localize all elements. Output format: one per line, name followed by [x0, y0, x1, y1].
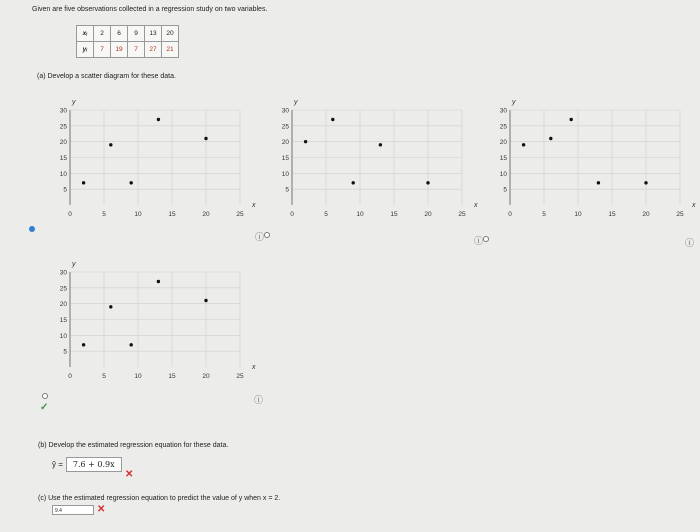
x-tick-label: 5 [102, 373, 106, 380]
table-cell: 13 [145, 26, 162, 42]
y-tick-label: 5 [503, 186, 507, 194]
x-tick-label: 10 [134, 373, 142, 380]
data-point [352, 181, 355, 184]
scatter-option-1 [40, 90, 265, 225]
equation-input[interactable]: 7.6 + 0.9x [66, 457, 122, 472]
radio-option-4[interactable] [42, 393, 48, 399]
data-point [109, 143, 112, 146]
y-tick-label: 20 [59, 139, 67, 147]
y-header: yᵢ [77, 42, 94, 58]
x-tick-label: 25 [236, 211, 244, 218]
x-axis-label: x [692, 202, 696, 209]
data-point [379, 143, 382, 146]
y-tick-label: 10 [59, 170, 67, 178]
scatter-option-2 [262, 90, 487, 225]
x-tick-label: 5 [542, 211, 546, 218]
y-tick-label: 25 [59, 285, 67, 293]
y-tick-label: 20 [281, 139, 289, 147]
y-tick-label: 10 [59, 332, 67, 340]
x-mark-icon: ✕ [97, 504, 106, 515]
y-tick-label: 10 [281, 170, 289, 178]
part-a-prompt: (a) Develop a scatter diagram for these data. [37, 73, 176, 80]
y-tick-label: 15 [499, 155, 507, 162]
y-hat-label: ŷ = [52, 460, 63, 469]
data-point [82, 343, 85, 346]
data-point [331, 118, 334, 121]
y-tick-label: 25 [281, 123, 289, 131]
info-icon[interactable]: ⓘ [685, 238, 695, 248]
x-tick-label: 0 [68, 211, 72, 218]
radio-option-2[interactable] [264, 232, 270, 238]
y-tick-label: 15 [281, 155, 289, 162]
table-cell: 27 [145, 42, 162, 58]
x-tick-label: 5 [324, 211, 328, 218]
data-point [522, 143, 525, 146]
equation-row [52, 457, 122, 472]
part-c-prompt: (c) Use the estimated regression equation to predict the value of y when x = 2. [38, 495, 281, 502]
data-table [76, 25, 179, 58]
y-tick-label: 15 [59, 155, 67, 162]
x-mark-icon: ✕ [125, 469, 134, 480]
x-tick-label: 15 [390, 211, 398, 218]
data-point [157, 118, 160, 121]
info-icon[interactable]: ⓘ [474, 236, 484, 246]
x-tick-label: 5 [102, 211, 106, 218]
x-tick-label: 0 [68, 373, 72, 380]
data-point [130, 343, 133, 346]
y-axis-label: y [512, 99, 516, 106]
data-point [204, 137, 207, 140]
data-point [157, 280, 160, 283]
y-tick-label: 25 [499, 123, 507, 131]
x-tick-label: 25 [458, 211, 466, 218]
x-axis-label: x [252, 364, 256, 371]
data-point [570, 118, 573, 121]
x-tick-label: 0 [508, 211, 512, 218]
y-tick-label: 20 [499, 139, 507, 147]
data-point [426, 181, 429, 184]
y-tick-label: 15 [59, 317, 67, 324]
table-cell: 2 [94, 26, 111, 42]
x-tick-label: 0 [290, 211, 294, 218]
data-point [644, 181, 647, 184]
table-cell: 7 [94, 42, 111, 58]
y-axis-label: y [294, 99, 298, 106]
info-icon[interactable]: ⓘ [255, 232, 265, 242]
intro-text: Given are five observations collected in a regression study on two variables. [32, 6, 268, 13]
x-tick-label: 25 [236, 373, 244, 380]
part-b-prompt: (b) Develop the estimated regression equation for these data. [38, 442, 229, 449]
radio-option-1[interactable] [29, 226, 35, 232]
y-tick-label: 30 [281, 107, 289, 115]
data-point [204, 299, 207, 302]
x-tick-label: 15 [168, 373, 176, 380]
x-tick-label: 10 [574, 211, 582, 218]
y-axis-label: y [72, 99, 76, 106]
table-cell: 20 [162, 26, 179, 42]
y-tick-label: 5 [63, 348, 67, 356]
info-icon[interactable]: ⓘ [254, 395, 264, 405]
y-tick-label: 5 [285, 186, 289, 194]
table-cell: 7 [128, 42, 145, 58]
y-tick-label: 30 [59, 107, 67, 115]
data-point [130, 181, 133, 184]
table-cell: 21 [162, 42, 179, 58]
data-point [549, 137, 552, 140]
table-cell: 6 [111, 26, 128, 42]
x-tick-label: 20 [424, 211, 432, 218]
data-point [597, 181, 600, 184]
data-point [82, 181, 85, 184]
data-point [304, 140, 307, 143]
x-tick-label: 20 [202, 211, 210, 218]
y-tick-label: 30 [59, 269, 67, 277]
scatter-option-4 [40, 252, 265, 387]
x-tick-label: 20 [202, 373, 210, 380]
y-tick-label: 30 [499, 107, 507, 115]
x-axis-label: x [474, 202, 478, 209]
y-tick-label: 10 [499, 170, 507, 178]
x-axis-label: x [252, 202, 256, 209]
x-tick-label: 15 [168, 211, 176, 218]
x-header: xᵢ [77, 26, 94, 42]
table-row [77, 26, 179, 42]
table-cell: 9 [128, 26, 145, 42]
x-tick-label: 20 [642, 211, 650, 218]
y-tick-label: 25 [59, 123, 67, 131]
table-row [77, 42, 179, 58]
table-cell: 19 [111, 42, 128, 58]
x-tick-label: 15 [608, 211, 616, 218]
x-tick-label: 10 [134, 211, 142, 218]
x-tick-label: 10 [356, 211, 364, 218]
x-tick-label: 25 [676, 211, 684, 218]
y-tick-label: 20 [59, 301, 67, 309]
data-point [109, 305, 112, 308]
y-tick-label: 5 [63, 186, 67, 194]
scatter-option-3 [480, 90, 700, 225]
radio-option-3[interactable] [483, 236, 489, 242]
prediction-input[interactable]: 9.4 [52, 505, 94, 515]
y-axis-label: y [72, 261, 76, 268]
check-icon: ✓ [40, 402, 49, 413]
